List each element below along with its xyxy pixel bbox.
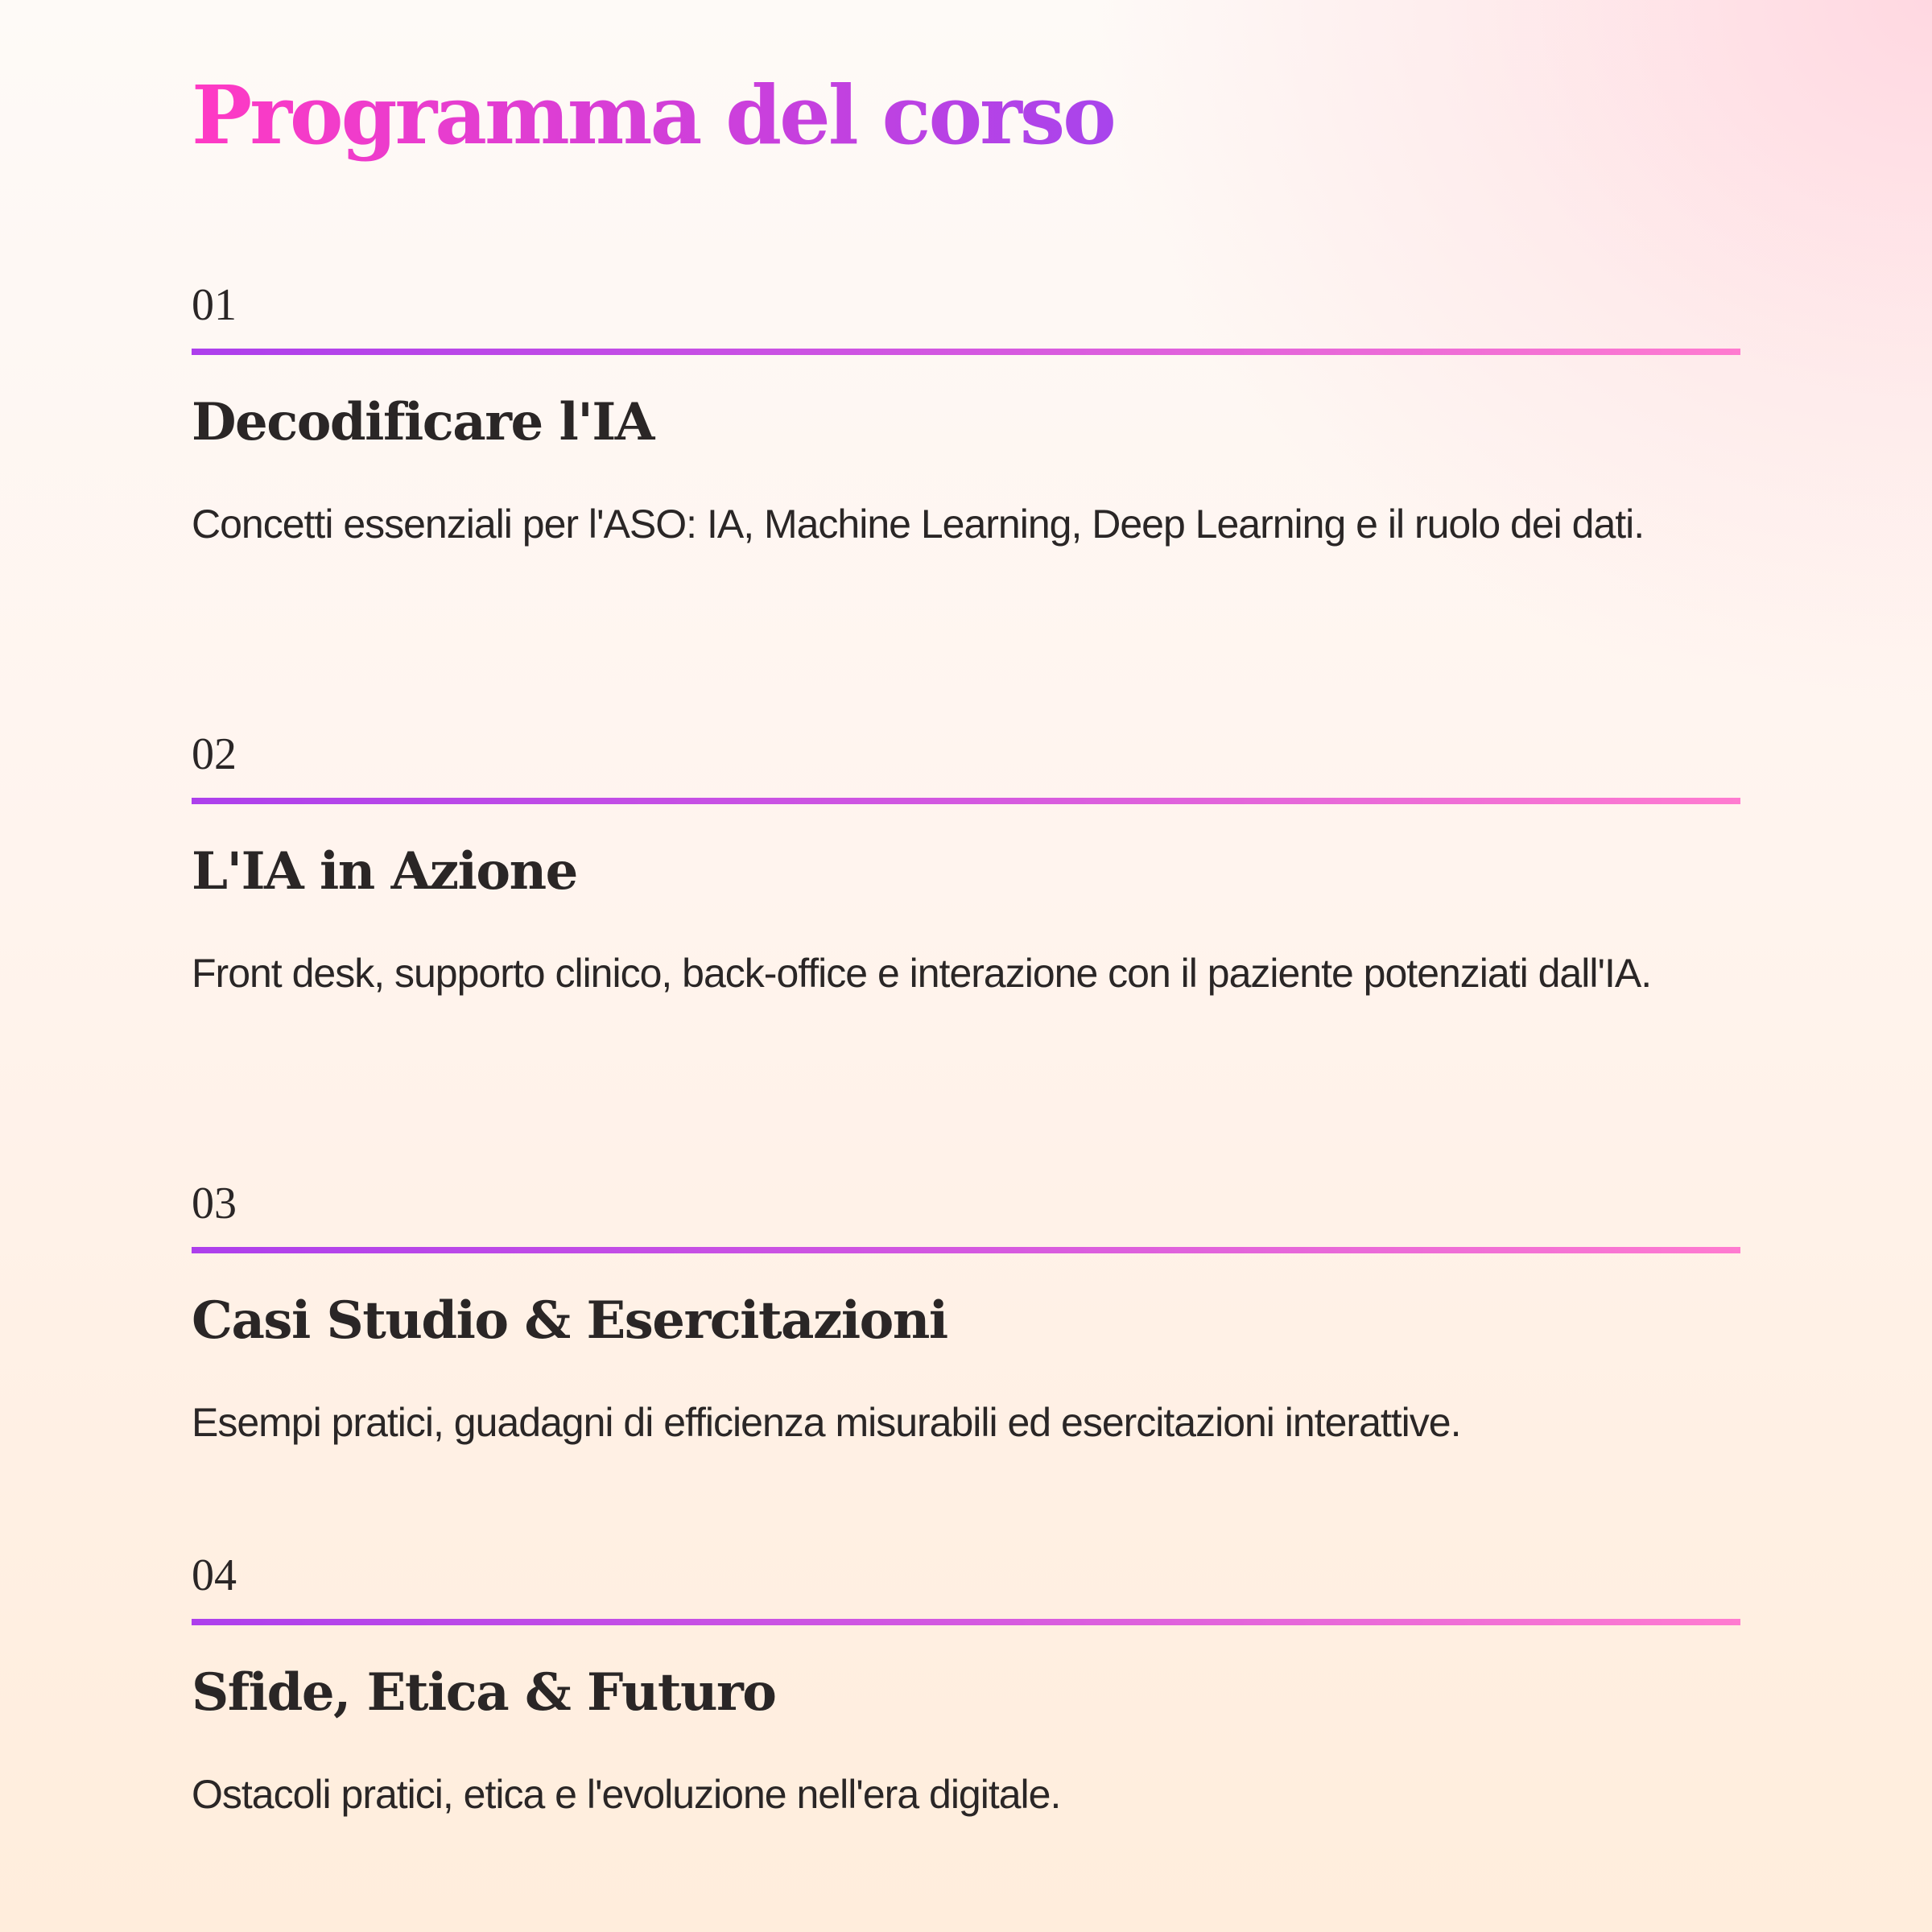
module-divider: [192, 798, 1740, 804]
module-title: L'IA in Azione: [192, 841, 577, 902]
module-description: Esempi pratici, guadagni di efficienza misurabili ed esercitazioni interattive.: [192, 1400, 1461, 1445]
module-divider: [192, 1247, 1740, 1253]
module-divider: [192, 1619, 1740, 1625]
module-number: 03: [192, 1179, 237, 1228]
module-number: 01: [192, 280, 237, 330]
module-description: Front desk, supporto clinico, back-office e interazione con il paziente potenziati dall'IA.: [192, 951, 1652, 996]
module-title: Sfide, Etica & Futuro: [192, 1662, 776, 1723]
module-divider: [192, 349, 1740, 355]
module-number: 02: [192, 729, 237, 779]
module-title: Decodificare l'IA: [192, 392, 654, 452]
module-title: Casi Studio & Esercitazioni: [192, 1290, 947, 1351]
module-description: Concetti essenziali per l'ASO: IA, Machine Learning, Deep Learning e il ruolo dei dati.: [192, 502, 1645, 547]
module-description: Ostacoli pratici, etica e l'evoluzione nell'era digitale.: [192, 1772, 1061, 1817]
module-number: 04: [192, 1550, 237, 1600]
page-title: Programma del corso: [192, 63, 1114, 167]
